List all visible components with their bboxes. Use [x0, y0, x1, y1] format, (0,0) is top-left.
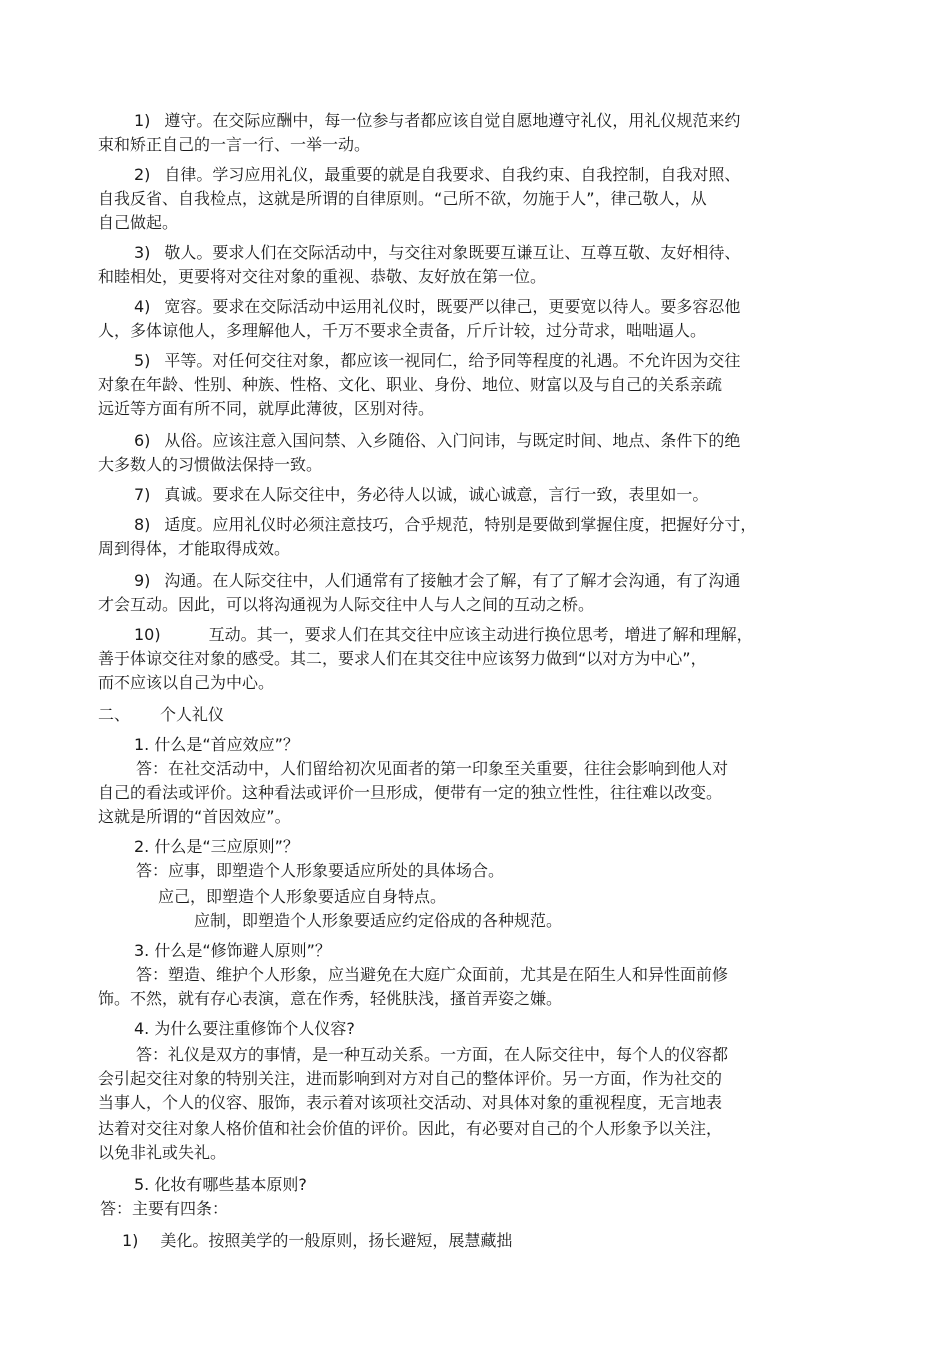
question-4: 4. 为什么要注重修饰个人仪容? [134, 1019, 355, 1038]
question-5: 5. 化妆有哪些基本原则? [134, 1175, 307, 1194]
principle-2-line-1: 2) 自律。学习应用礼仪，最重要的就是自我要求、自我约束、自我控制，自我对照、 [134, 165, 741, 184]
answer-3-line-2: 饰。不然，就有存心表演，意在作秀，轻佻肤浅，搔首弄姿之嫌。 [98, 989, 563, 1008]
principle-10-line-1: 10) 互动。其一，要求人们在其交往中应该主动进行换位思考，增进了解和理解， [134, 625, 753, 644]
answer-1-line-1: 答：在社交活动中，人们留给初次见面者的第一印象至关重要，往往会影响到他人对 [136, 759, 729, 778]
principle-8-line-1: 8) 适度。应用礼仪时必须注意技巧，合乎规范，特别是要做到掌握住度，把握好分寸， [134, 515, 757, 534]
principle-5-line-1: 5) 平等。对任何交往对象，都应该一视同仁，给予同等程度的礼遇。不允许因为交往 [134, 351, 741, 370]
answer-3-line-1: 答：塑造、维护个人形象，应当避免在大庭广众面前，尤其是在陌生人和异性面前修 [136, 965, 729, 984]
principle-4-line-1: 4) 宽容。要求在交际活动中运用礼仪时，既要严以律己，更要宽以待人。要多容忍他 [134, 297, 741, 316]
makeup-principle-1: 1) 美化。按照美学的一般原则，扬长避短，展慧藏拙 [122, 1231, 513, 1250]
answer-4-line-2: 会引起交往对象的特别关注，进而影响到对方对自己的整体评价。另一方面，作为社交的 [98, 1069, 723, 1088]
principle-9-line-2: 才会互动。因此，可以将沟通视为人际交往中人与人之间的互动之桥。 [98, 595, 595, 614]
answer-5-line-1: 答：主要有四条： [100, 1199, 229, 1218]
principle-1-line-2: 束和矫正自己的一言一行、一举一动。 [98, 135, 371, 154]
answer-2-line-3: 应制，即塑造个人形象要适应约定俗成的各种规范。 [194, 911, 563, 930]
answer-4-line-4: 达着对交往对象人格价值和社会价值的评价。因此，有必要对自己的个人形象予以关注， [98, 1119, 723, 1138]
question-3: 3. 什么是“修饰避人原则”？ [134, 941, 331, 960]
answer-2-line-2: 应己，即塑造个人形象要适应自身特点。 [158, 887, 447, 906]
principle-10-line-3: 而不应该以自己为中心。 [98, 673, 275, 692]
section-heading: 二、 个人礼仪 [98, 705, 225, 724]
answer-4-line-3: 当事人，个人的仪容、服饰，表示着对该项社交活动、对具体对象的重视程度，无言地表 [98, 1093, 723, 1112]
answer-4-line-1: 答：礼仪是双方的事情，是一种互动关系。一方面，在人际交往中，每个人的仪容都 [136, 1045, 729, 1064]
answer-1-line-3: 这就是所谓的“首因效应”。 [98, 807, 291, 826]
answer-2-line-1: 答：应事，即塑造个人形象要适应所处的具体场合。 [136, 861, 505, 880]
principle-6-line-2: 大多数人的习惯做法保持一致。 [98, 455, 323, 474]
principle-9-line-1: 9) 沟通。在人际交往中，人们通常有了接触才会了解，有了了解才会沟通，有了沟通 [134, 571, 741, 590]
principle-5-line-2: 对象在年龄、性别、种族、性格、文化、职业、身份、地位、财富以及与自己的关系亲疏 [98, 375, 723, 394]
principle-2-line-2: 自我反省、自我检点，这就是所谓的自律原则。“己所不欲，勿施于人”，律己敬人，从 [98, 189, 707, 208]
principle-3-line-2: 和睦相处，更要将对交往对象的重视、恭敬、友好放在第一位。 [98, 267, 547, 286]
principle-2-line-3: 自己做起。 [98, 213, 179, 232]
question-1: 1. 什么是“首应效应”？ [134, 735, 299, 754]
principle-8-line-2: 周到得体，才能取得成效。 [98, 539, 291, 558]
principle-3-line-1: 3) 敬人。要求人们在交际活动中，与交往对象既要互谦互让、互尊互敬、友好相待、 [134, 243, 741, 262]
principle-10-line-2: 善于体谅交往对象的感受。其二，要求人们在其交往中应该努力做到“以对方为中心”， [98, 649, 707, 668]
principle-4-line-2: 人，多体谅他人，多理解他人，千万不要求全责备，斤斤计较，过分苛求，咄咄逼人。 [98, 321, 707, 340]
answer-1-line-2: 自己的看法或评价。这种看法或评价一旦形成，便带有一定的独立性性，往往难以改变。 [98, 783, 723, 802]
answer-4-line-5: 以免非礼或失礼。 [98, 1143, 227, 1162]
question-2: 2. 什么是“三应原则”？ [134, 837, 299, 856]
principle-7-line-1: 7) 真诚。要求在人际交往中，务必待人以诚，诚心诚意，言行一致，表里如一。 [134, 485, 709, 504]
principle-1-line-1: 1) 遵守。在交际应酬中，每一位参与者都应该自觉自愿地遵守礼仪，用礼仪规范来约 [134, 111, 741, 130]
principle-6-line-1: 6) 从俗。应该注意入国问禁、入乡随俗、入门问讳，与既定时间、地点、条件下的绝 [134, 431, 741, 450]
principle-5-line-3: 远近等方面有所不同，就厚此薄彼，区别对待。 [98, 399, 435, 418]
